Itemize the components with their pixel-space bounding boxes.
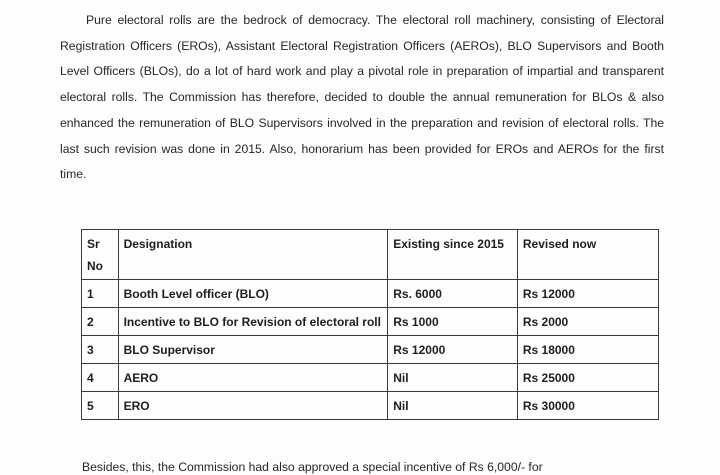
- cell-revised: Rs 12000: [517, 280, 658, 308]
- cell-sr: 4: [82, 364, 119, 392]
- cell-existing: Rs 12000: [388, 336, 518, 364]
- table-row: [82, 392, 659, 420]
- intro-paragraph: Pure electoral rolls are the bedrock of democracy. The electoral roll machinery, consisting of Electoral Registration Officers (EROs), Assistant Electoral Registration Officers (AEROs), BLO Supervisors and Booth Level Officers (BLOs), do a lot of hard work and play a pivotal role in preparation of impartial and transparent electoral rolls. The Commission has therefore, decided to double the annual remuneration for BLOs & also enhanced the remuneration of BLO Supervisors involved in the preparation and revision of electoral rolls. The last such revision was done in 2015. Also, honorarium has been provided for EROs and AEROs for the first time.: [60, 13, 664, 182]
- header-sr-no: Sr No: [82, 230, 119, 280]
- cell-revised: Rs 30000: [517, 392, 658, 420]
- header-revised: Revised now: [517, 230, 658, 280]
- cell-existing: Rs. 6000: [388, 280, 518, 308]
- cell-designation: Incentive to BLO for Revision of electoral roll: [118, 308, 388, 336]
- cell-designation: AERO: [118, 364, 388, 392]
- table-row: [82, 336, 659, 364]
- table-row: [82, 364, 659, 392]
- table-header-row: [82, 230, 659, 280]
- cell-designation: BLO Supervisor: [118, 336, 388, 364]
- cell-designation: Booth Level officer (BLO): [118, 280, 388, 308]
- remuneration-table: [81, 229, 659, 420]
- cell-designation: ERO: [118, 392, 388, 420]
- header-existing: Existing since 2015: [388, 230, 518, 280]
- cell-revised: Rs 2000: [517, 308, 658, 336]
- cell-sr: 3: [82, 336, 119, 364]
- cell-revised: Rs 18000: [517, 336, 658, 364]
- cell-existing: Nil: [388, 392, 518, 420]
- cell-sr: 2: [82, 308, 119, 336]
- cell-revised: Rs 25000: [517, 364, 658, 392]
- header-designation: Designation: [118, 230, 388, 280]
- cell-sr: 5: [82, 392, 119, 420]
- table-row: [82, 280, 659, 308]
- bottom-text-line: Besides, this, the Commission had also approved a special incentive of Rs 6,000/- for: [82, 460, 543, 474]
- cell-existing: Rs 1000: [388, 308, 518, 336]
- table-row: [82, 308, 659, 336]
- cell-existing: Nil: [388, 364, 518, 392]
- cell-sr: 1: [82, 280, 119, 308]
